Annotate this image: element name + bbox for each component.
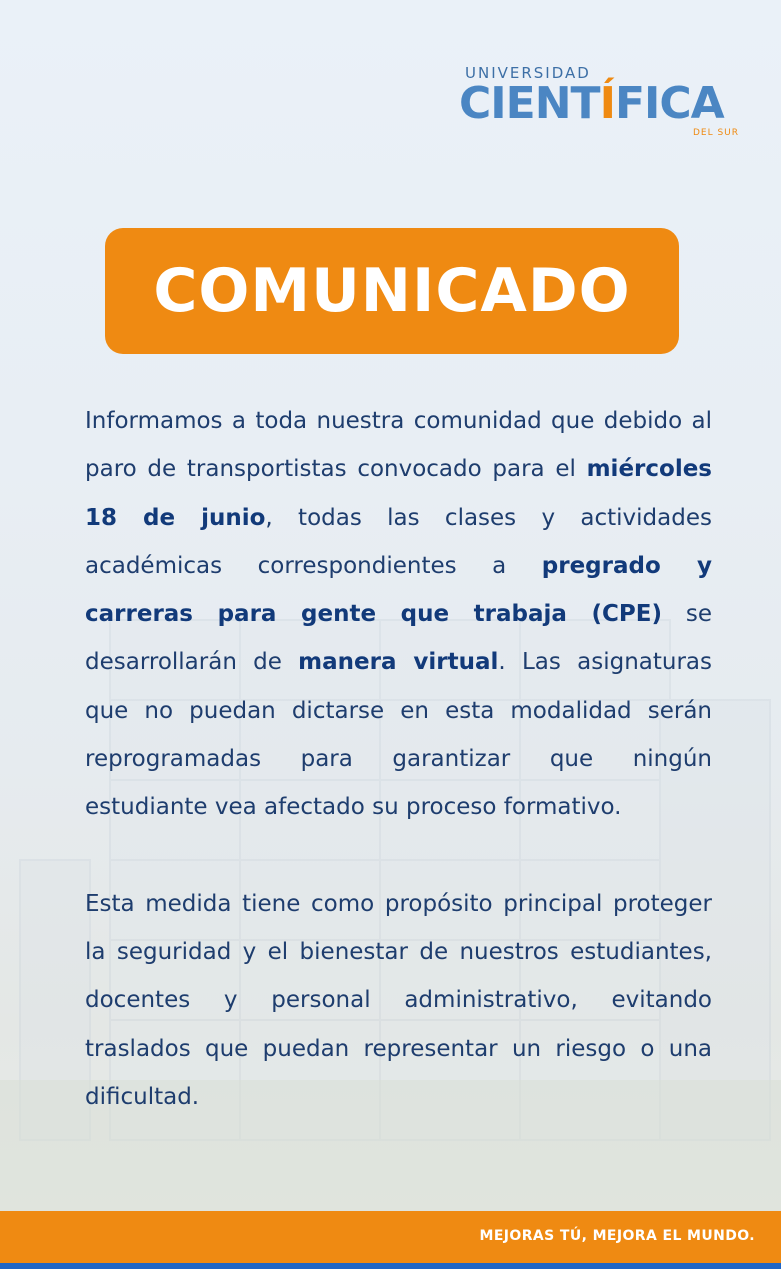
paragraph-2: Esta medida tiene como propósito principal proteger la seguridad y el bienestar de nuestros estudiantes, docentes y personal administrativo, evitando traslados que puedan representar un riesgo o una dificultad. (85, 890, 712, 1110)
logo-main-b: FICA (614, 78, 724, 129)
logo-main-accent: Í (599, 78, 615, 129)
paragraph-1-text-3: se desarrollarán de (85, 601, 712, 676)
paragraph-1 (85, 397, 712, 832)
logo-main-text (459, 78, 724, 129)
footer-slogan: MEJORAS TÚ, MEJORA EL MUNDO. (479, 1228, 755, 1244)
title-banner (105, 228, 679, 354)
footer-bar (0, 1211, 781, 1263)
logo-sub-text: DEL SUR (692, 128, 739, 138)
logo-top-text: UNIVERSIDAD (465, 64, 591, 82)
paragraph-1-bold-virtual: manera virtual (298, 649, 499, 676)
paragraph-1-bold-date: miércoles 18 de junio (85, 456, 712, 531)
paragraph-1-text-4: . Las asignaturas que no puedan dictarse en esta modalidad serán reprogramadas para garantizar que ningún estudiante vea afectado su proceso formativo. (85, 649, 712, 821)
paragraph-1-bold-programs: pregrado y carreras para gente que trabaja (CPE) (85, 552, 713, 628)
announcement-body (85, 397, 712, 1121)
paragraph-1-text-2: , todas las clases y actividades académicas correspondientes a (85, 504, 712, 579)
bottom-strip (0, 1269, 781, 1280)
paragraph-1-text-1: Informamos a toda nuestra comunidad que debido al paro de transportistas convocado para el (85, 408, 712, 483)
page-title: COMUNICADO (153, 256, 631, 326)
logo-main-a: CIENT (459, 78, 600, 129)
university-logo (459, 64, 739, 144)
